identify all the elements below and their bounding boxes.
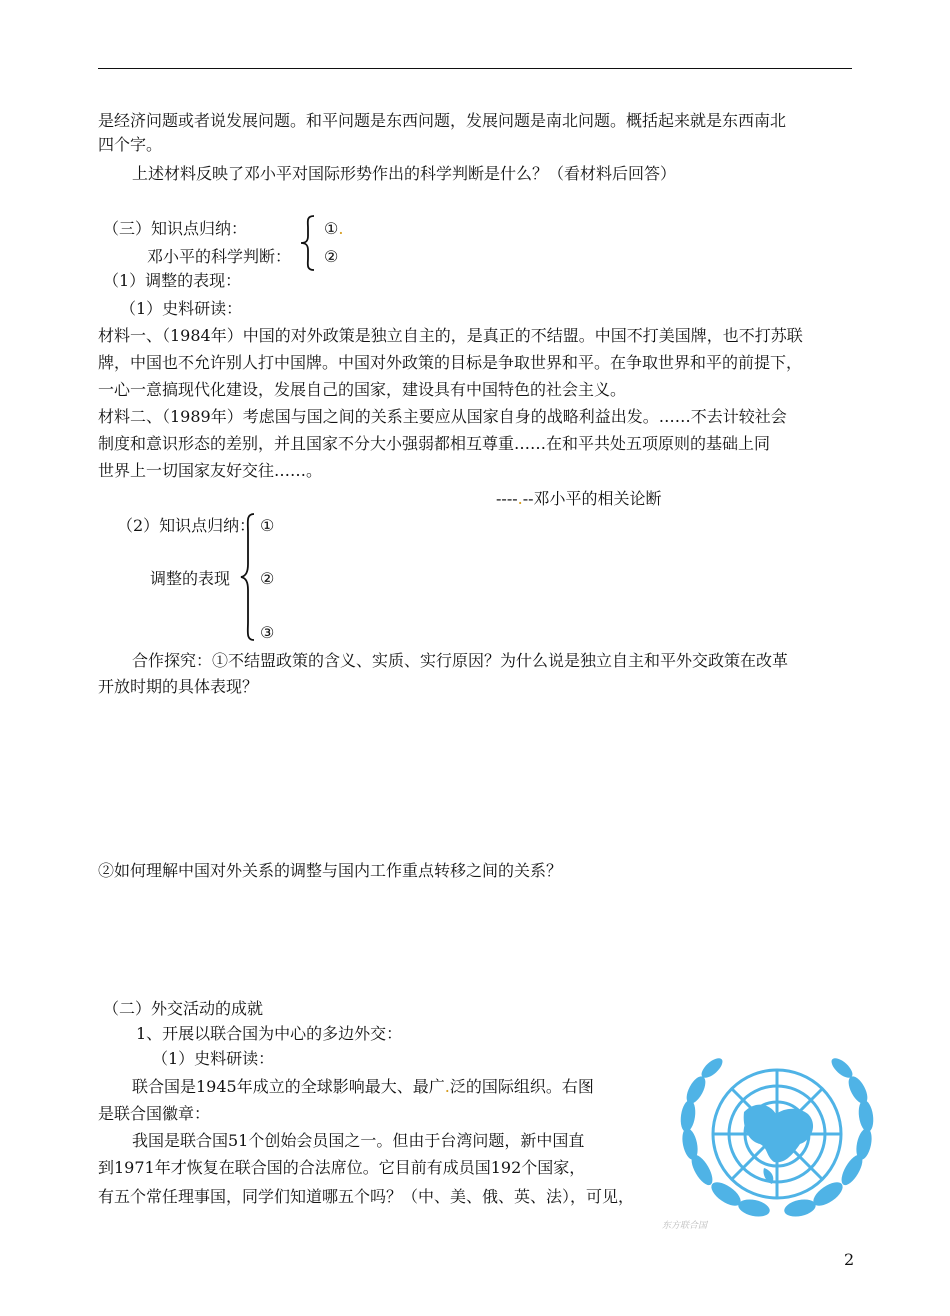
section-heading: （二）外交活动的成就 [103,999,264,1018]
summary-item-3: ③ [260,623,275,642]
sub-heading: （1）史料研读： [120,299,243,318]
summary-label: 调整的表现 [150,569,231,588]
summary-item-1: ① [260,516,275,535]
section-heading: （三）知识点归纳： [103,219,248,238]
source-attribution: ----.--邓小平的相关论断 [496,489,662,508]
un-paragraph-line: 到1971年才恢复在联合国的合法席位。它目前有成员国192个国家， [98,1158,586,1177]
paragraph-line: 是经济问题或者说发展问题。和平问题是东西问题，发展问题是南北问题。概括起来就是东西南北 [98,111,787,130]
paragraph-line: 四个字。 [98,135,163,154]
question-text: 上述材料反映了邓小平对国际形势作出的科学判断是什么？（看材料后回答） [132,164,677,183]
material-line: 材料二、（1989年）考虑国与国之间的关系主要应从国家自身的战略利益出发。……不去计较社会 [98,407,787,426]
brace-icon [298,214,318,272]
question-2: ②如何理解中国对外关系的调整与国内工作重点转移之间的关系？ [98,861,563,880]
header-rule [98,68,852,69]
emblem-watermark: 东方联合国 [662,1221,708,1231]
sub-heading: （1）史料研读： [152,1049,275,1068]
material-line: 制度和意识形态的差别，并且国家不分大小强弱都相互尊重……在和平共处五项原则的基础上同 [98,434,771,453]
un-paragraph-line: 我国是联合国51个创始会员国之一。但由于台湾问题，新中国直 [132,1131,585,1150]
list-item: 1、开展以联合国为中心的多边外交： [136,1024,403,1043]
judgment-label: 邓小平的科学判断： [147,247,292,266]
subsection-heading: （1）调整的表现： [103,271,242,290]
material-line: 材料一、（1984年）中国的对外政策是独立自主的，是真正的不结盟。中国不打美国牌，也不打苏联 [98,326,803,345]
summary-heading: （2）知识点归纳： [117,516,256,535]
cooperation-question: 合作探究：①不结盟政策的含义、实质、实行原因？为什么说是独立自主和平外交政策在改革 [132,651,789,670]
un-paragraph-line: 是联合国徽章： [98,1104,211,1123]
judgment-item-1: ①. [324,219,344,238]
summary-item-2: ② [260,569,275,588]
un-emblem-icon [672,1052,882,1224]
cooperation-question: 开放时期的具体表现？ [98,677,259,696]
material-line: 牌，中国也不允许别人打中国牌。中国对外政策的目标是争取世界和平。在争取世界和平的前提下， [98,353,803,372]
un-paragraph-line: 联合国是1945年成立的全球影响最大、最广.泛的国际组织。右图 [132,1077,594,1096]
judgment-item-2: ② [324,247,339,266]
material-line: 世界上一切国家友好交往……。 [98,461,323,480]
material-line: 一心一意搞现代化建设，发展自己的国家，建设具有中国特色的社会主义。 [98,380,627,399]
un-paragraph-line: 有五个常任理事国，同学们知道哪五个吗？（中、美、俄、英、法），可见， [98,1187,635,1206]
brace-icon [238,512,258,642]
page-number: 2 [844,1250,855,1269]
